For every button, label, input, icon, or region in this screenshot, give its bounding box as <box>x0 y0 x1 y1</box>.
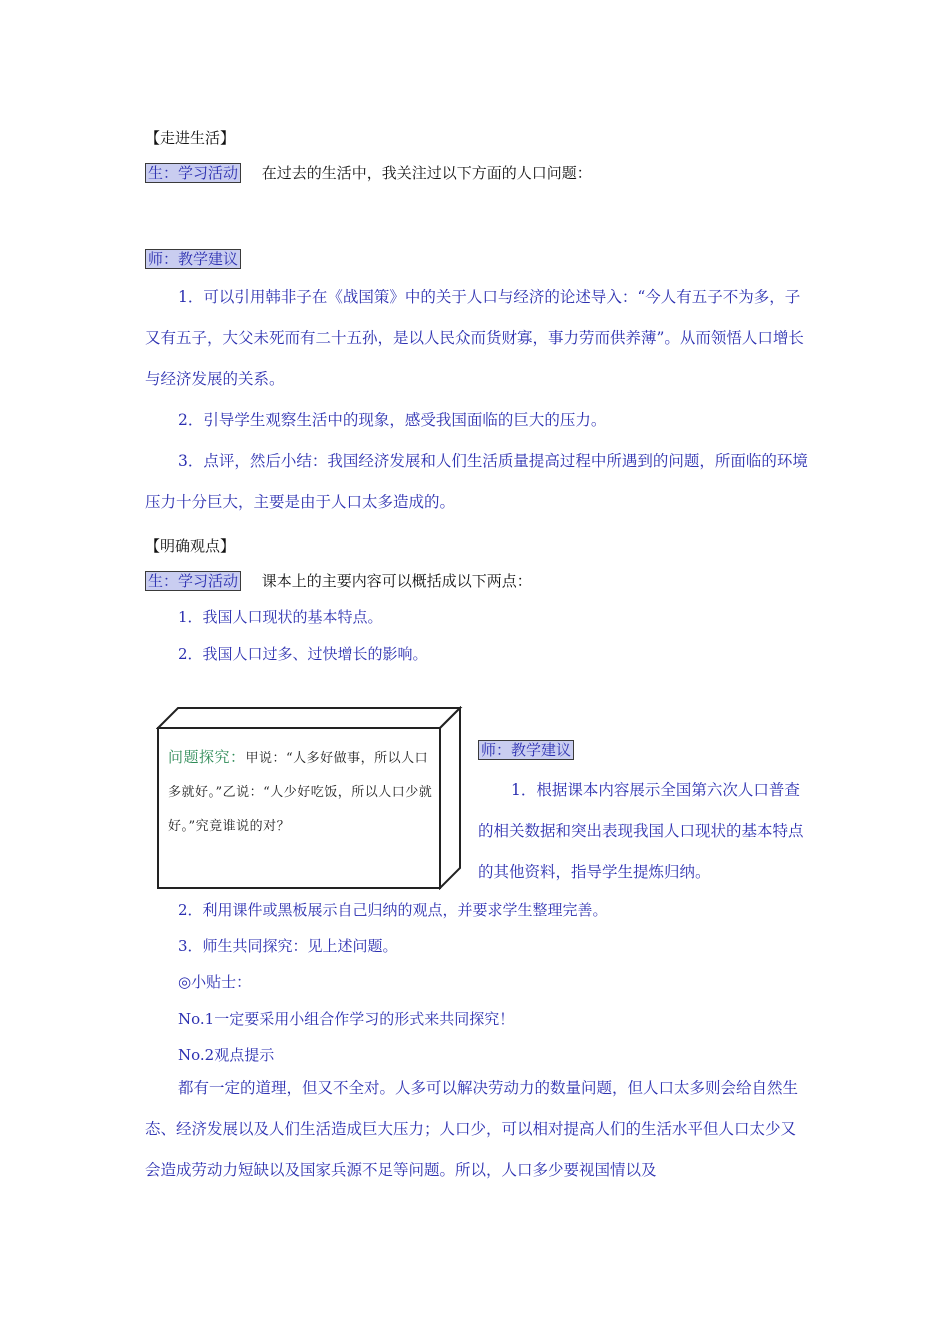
student-activity-row-2 <box>145 571 532 591</box>
point-item: 2．我国人口过多、过快增长的影响。 <box>178 645 428 663</box>
suggestion-item: 1．可以引用韩非子在《战国策》中的关于人口与经济的论述导入：“今人有五子不为多，子又有五子，大父未死而有二十五孙，是以人民众而货财寡，事力劳而供养薄”。从而领悟人口增长与经济发展的关系。 <box>145 288 804 388</box>
inquiry-box-text <box>168 740 438 844</box>
student-activity-text: 课本上的主要内容可以概括成以下两点： <box>261 572 532 590</box>
point-item: 1．我国人口现状的基本特点。 <box>178 608 383 626</box>
tip-body-text: 都有一定的道理，但又不全对。人多可以解决劳动力的数量问题，但人口太多则会给自然生态、经济发展以及人们生活造成巨大压力；人口少，可以相对提高人们的生活水平但人口太少又会造成劳动力短缺以及国家兵源不足等问题。所以，人口多少要视国情以及 <box>145 1079 799 1179</box>
inquiry-label: 问题探究： <box>168 748 246 766</box>
teacher-suggestion-list-1 <box>145 277 810 523</box>
section-heading-life: 【走进生活】 <box>145 129 236 147</box>
suggestion-item: 2．利用课件或黑板展示自己归纳的观点，并要求学生整理完善。 <box>178 901 608 919</box>
teacher-suggestion-tag: 师：教学建议 <box>478 740 574 760</box>
suggestion-item: 3．师生共同探究：见上述问题。 <box>178 937 398 955</box>
student-activity-text: 在过去的生活中，我关注过以下方面的人口问题： <box>261 164 592 182</box>
tip-item: No.1一定要采用小组合作学习的形式来共同探究！ <box>178 1010 515 1028</box>
teacher-suggestion-tag: 师：教学建议 <box>145 249 241 269</box>
suggestion-item: 2．引导学生观察生活中的现象，感受我国面临的巨大的压力。 <box>178 411 607 429</box>
teacher-suggestion-row-2 <box>478 740 574 760</box>
tip-body <box>145 1068 810 1191</box>
teacher-suggestion-row-1 <box>145 249 241 269</box>
suggestion-item: 1．根据课本内容展示全国第六次人口普查的相关数据和突出表现我国人口现状的基本特点的其他资料，指导学生提炼归纳。 <box>478 781 804 881</box>
student-activity-tag: 生：学习活动 <box>145 571 241 591</box>
section-heading-viewpoint: 【明确观点】 <box>145 537 236 555</box>
inquiry-content: 甲说：“人多好做事，所以人口多就好。”乙说：“人少好吃饭，所以人口少就好。”究竟谁说的对？ <box>168 751 433 834</box>
tips-heading: ◎小贴士： <box>178 973 252 991</box>
suggestion-item: 3．点评，然后小结：我国经济发展和人们生活质量提高过程中所遇到的问题，所面临的环境压力十分巨大，主要是由于人口太多造成的。 <box>145 452 808 511</box>
student-activity-row-1 <box>145 163 592 183</box>
tip-item: No.2观点提示 <box>178 1046 275 1064</box>
teacher-suggestion-item-1 <box>478 770 810 893</box>
student-activity-tag: 生：学习活动 <box>145 163 241 183</box>
